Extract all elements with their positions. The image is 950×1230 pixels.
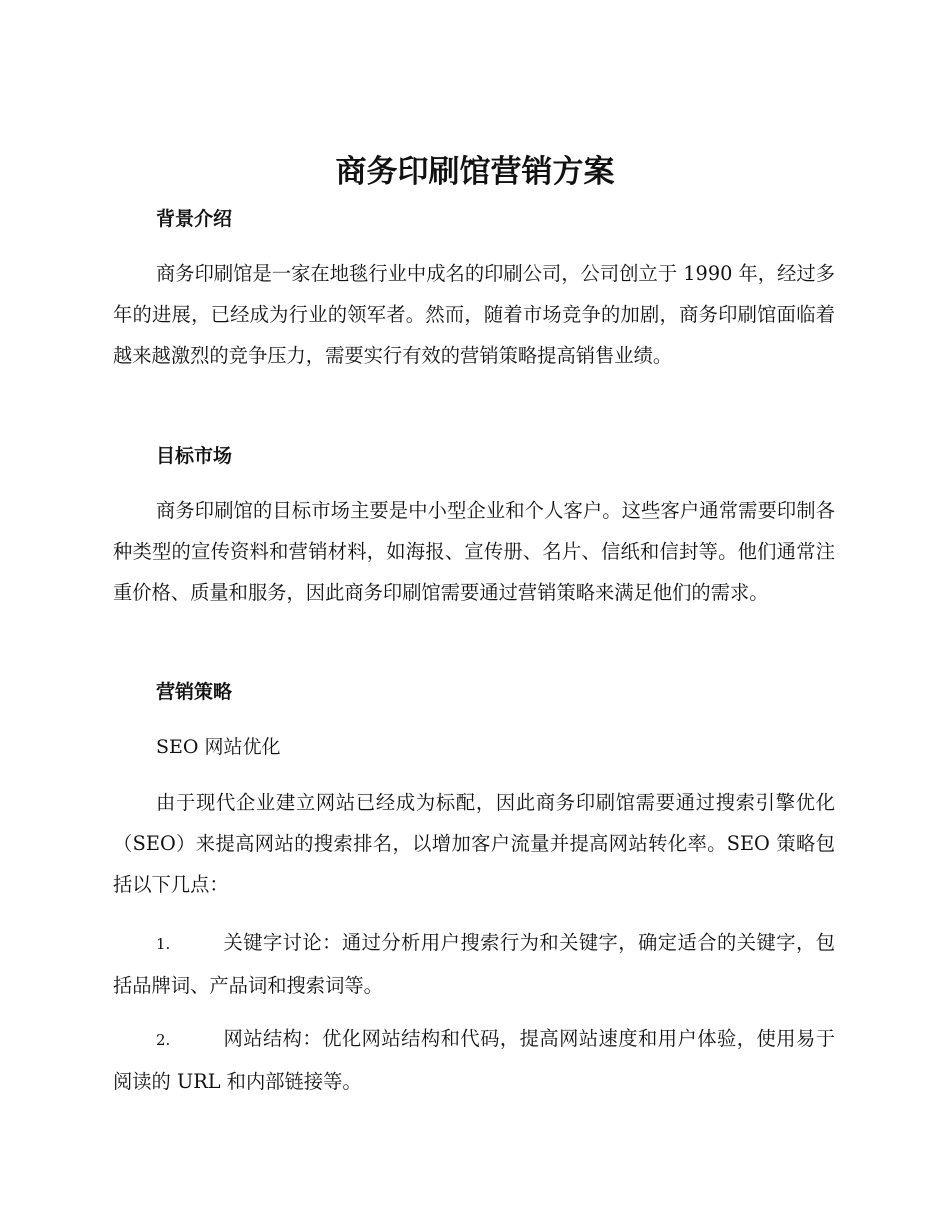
subsection-heading-seo: SEO 网站优化 <box>156 736 281 758</box>
list-item <box>113 1018 835 1102</box>
list-item-text: 网站结构：优化网站结构和代码，提高网站速度和用户体验，使用易于阅读的 URL 和内部链接等。 <box>113 1027 835 1093</box>
list-item-number: 1. <box>156 935 171 953</box>
section-heading-background: 背景介绍 <box>156 208 233 230</box>
section-heading-strategy: 营销策略 <box>156 681 233 703</box>
section-text-target-market: 商务印刷馆的目标市场主要是中小型企业和个人客户。这些客户通常需要印制各种类型的宣传资料和营销材料，如海报、宣传册、名片、信纸和信封等。他们通常注重价格、质量和服务，因此商务印刷馆需要通过营销策略来满足他们的需求。 <box>113 499 835 604</box>
document-title: 商务印刷馆营销方案 <box>335 154 615 190</box>
section-text-background: 商务印刷馆是一家在地毯行业中成名的印刷公司，公司创立于 1990 年，经过多年的进展，已经成为行业的领军者。然而，随着市场竞争的加剧，商务印刷馆面临着越来越激烈的竞争压力，需要实行有效的营销策略提高销售业绩。 <box>113 262 835 367</box>
list-item-number: 2. <box>156 1031 171 1049</box>
list-item <box>113 922 835 1006</box>
section-heading-target-market: 目标市场 <box>156 445 233 467</box>
section-text-seo: 由于现代企业建立网站已经成为标配，因此商务印刷馆需要通过搜索引擎优化（SEO）来提高网站的搜索排名，以增加客户流量并提高网站转化率。SEO 策略包括以下几点： <box>113 791 835 896</box>
list-item-text: 关键字讨论：通过分析用户搜索行为和关键字，确定适合的关键字，包括品牌词、产品词和搜索词等。 <box>113 931 835 997</box>
